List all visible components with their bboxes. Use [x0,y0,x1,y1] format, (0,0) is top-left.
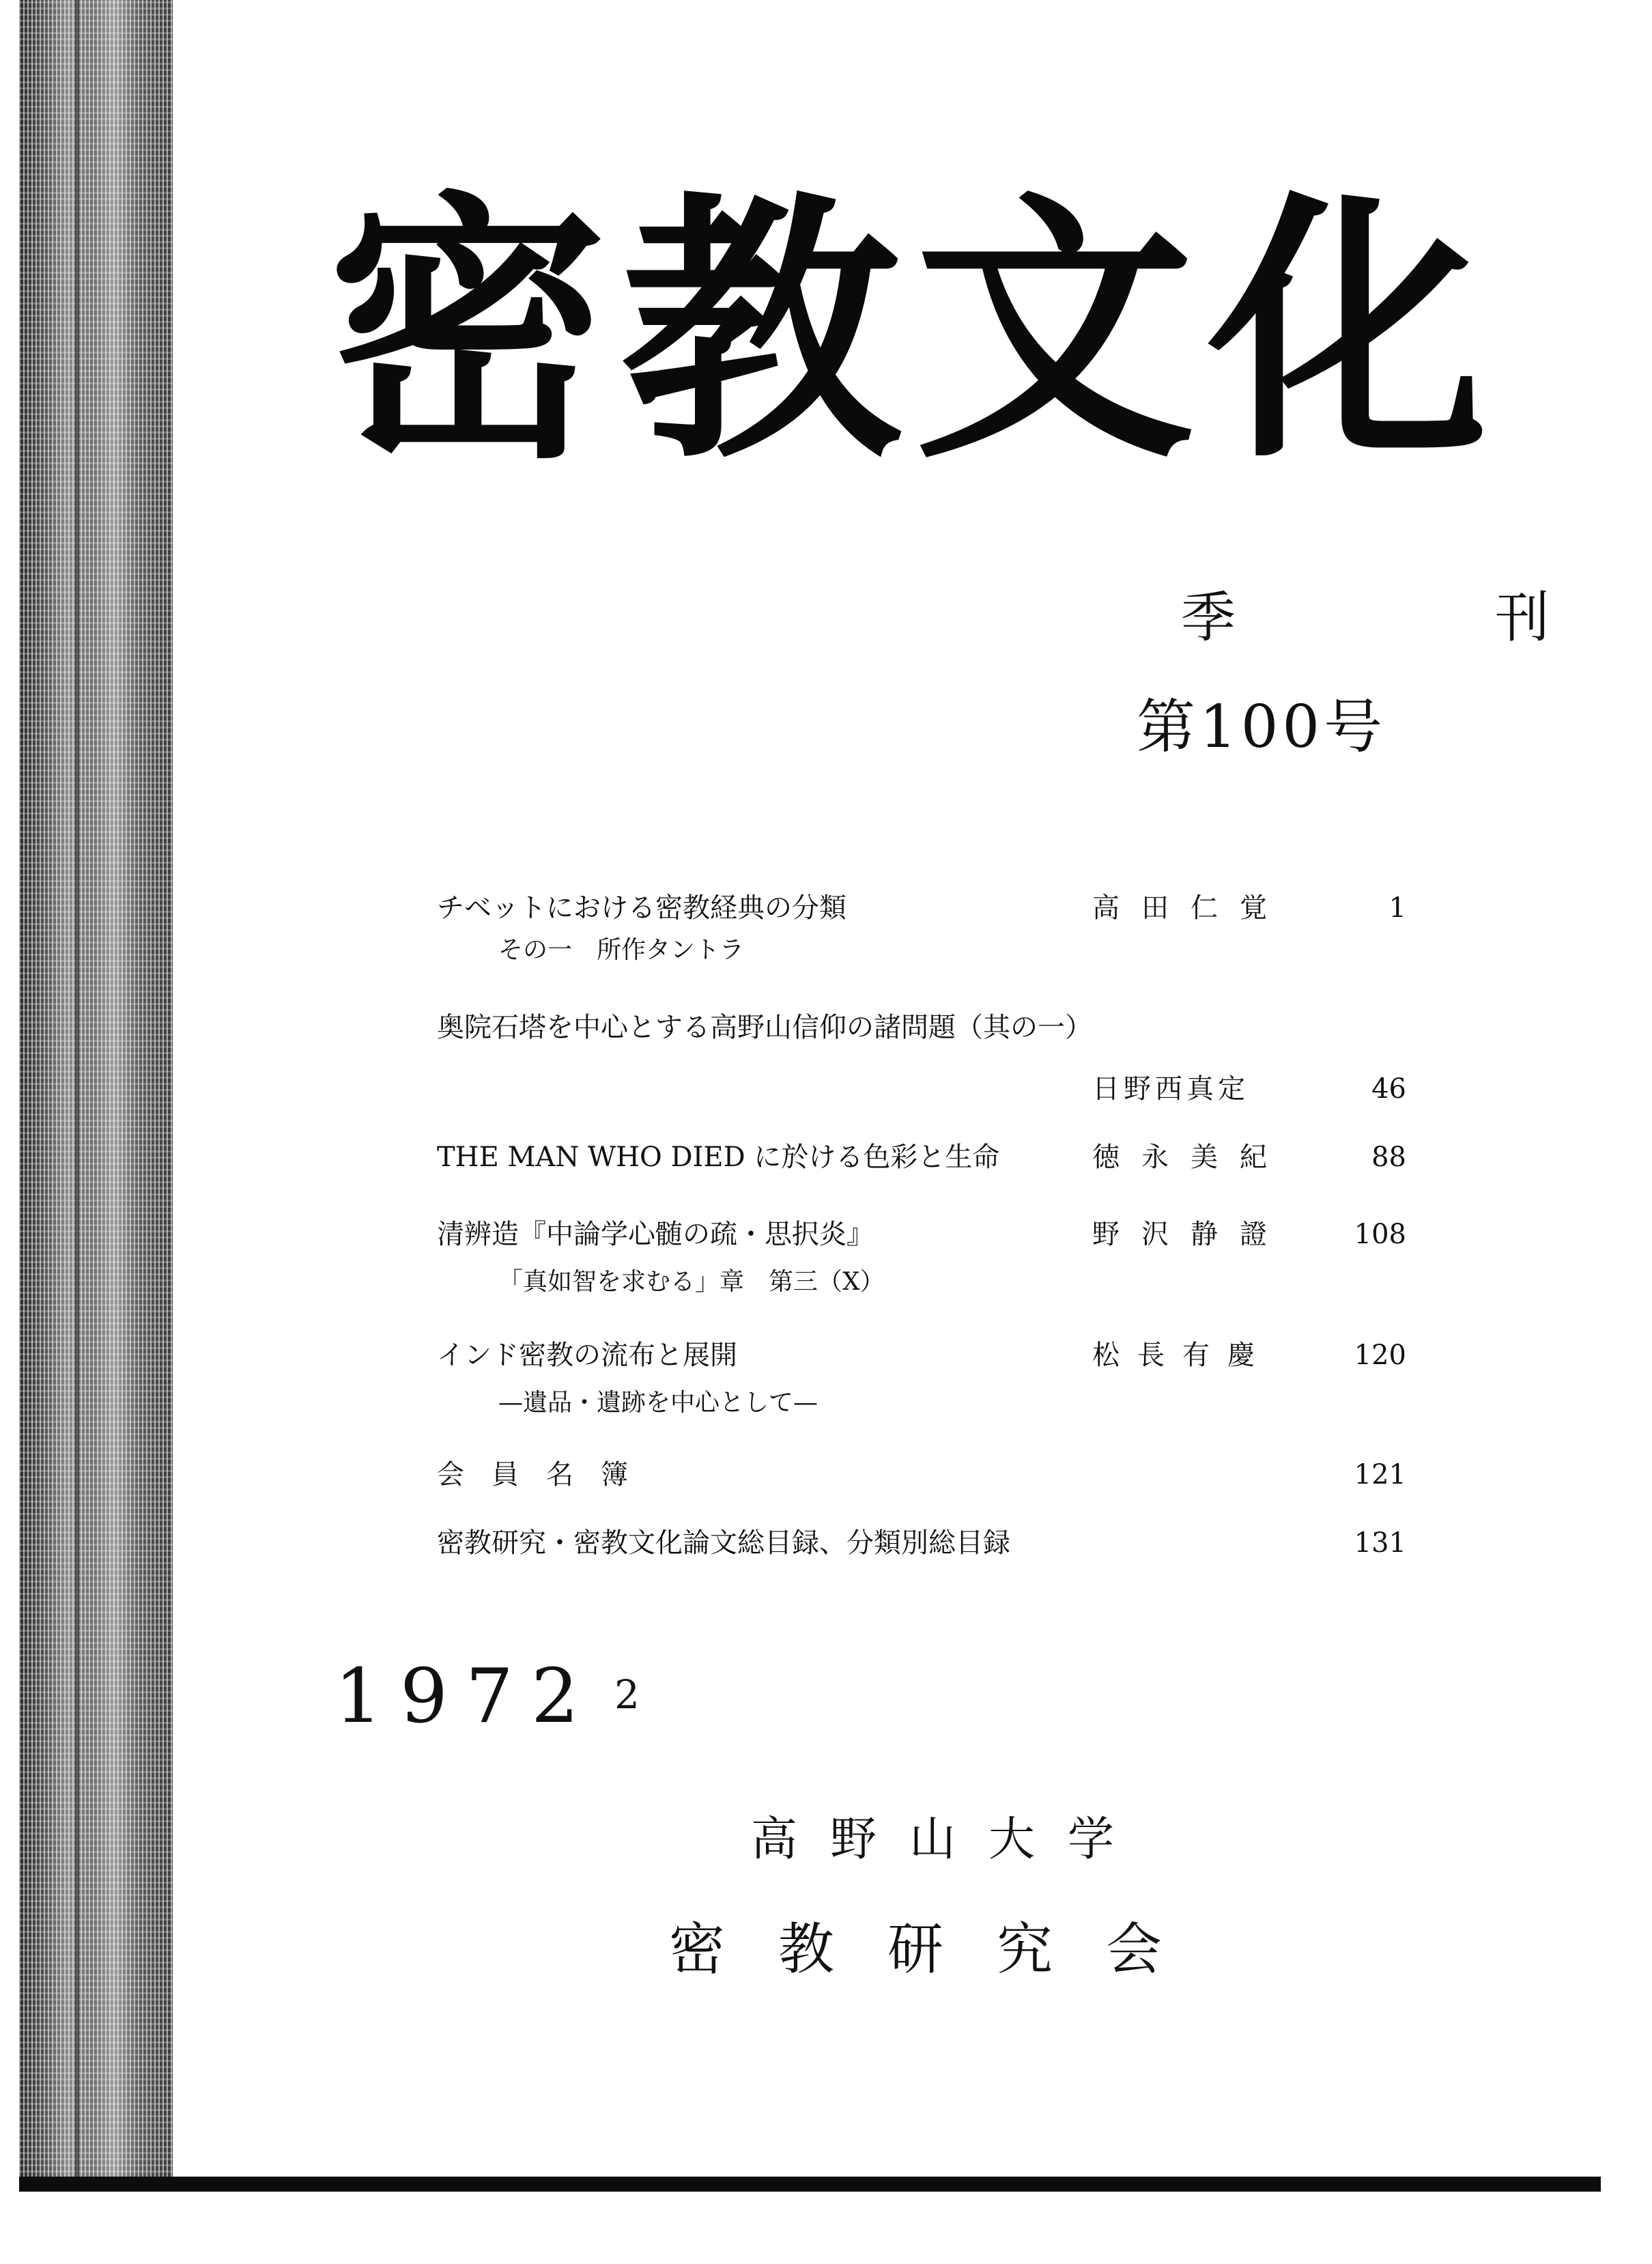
publication-month: 2 [614,1671,640,1718]
toc-title: THE MAN WHO DIED に於ける色彩と生命 [437,1142,1000,1173]
toc-author: 徳永美紀 [1092,1142,1289,1173]
issue-number: 第100号 [1137,693,1387,761]
toc-entry-author-row [437,1069,1406,1109]
toc-entry[interactable] [437,1137,1406,1178]
toc-entry-subtitle-row [437,930,1406,971]
toc-entry[interactable] [437,1214,1406,1255]
toc-title: 奥院石塔を中心とする高野山信仰の諸問題（其の一） [437,1012,1092,1043]
toc-title: 会 員 名 簿 [437,1459,628,1490]
toc-entry[interactable] [437,888,1406,929]
toc-entry[interactable] [437,1335,1406,1376]
toc-title: 清辨造『中論学心髄の疏・思択炎』 [437,1219,874,1250]
publication-frequency: 季 刊 [1181,586,1652,649]
toc-subtitle: その一 所作タントラ [498,936,745,964]
toc-entry[interactable] [437,1007,1406,1048]
publication-year: 1972 [334,1652,597,1740]
publisher-society: 密教研究会 [669,1917,1216,1982]
toc-author: 高田仁覚 [1092,892,1289,924]
toc-title: チベットにおける密教経典の分類 [437,892,846,924]
toc-author: 野沢静證 [1092,1219,1289,1250]
binding-spine [19,0,173,2185]
toc-title: 密教研究・密教文化論文総目録、分類別総目録 [437,1527,1010,1559]
toc-title: インド密教の流布と展開 [437,1340,737,1371]
toc-page: 131 [1354,1527,1406,1559]
toc-author: 松長有慶 [1092,1340,1272,1371]
toc-subtitle: —遺品・遺跡を中心として— [498,1389,818,1417]
toc-page: 46 [1371,1073,1406,1105]
publisher-university: 高野山大学 [751,1813,1148,1867]
page-bottom-edge [19,2177,1601,2192]
toc-author: 日野西真定 [1092,1073,1249,1105]
toc-page: 88 [1371,1142,1406,1173]
journal-title-calligraphy: 密教文化 [328,167,1502,496]
toc-page: 120 [1354,1340,1406,1371]
toc-subtitle: 「真如智を求むる」章 第三（X） [498,1268,885,1296]
toc-page: 121 [1354,1459,1406,1490]
toc-page: 1 [1388,892,1406,924]
toc-entry[interactable] [437,1523,1406,1563]
toc-entry-subtitle-row [437,1262,1406,1303]
toc-page: 108 [1354,1219,1406,1250]
toc-entry[interactable] [437,1454,1406,1495]
spine-edge [75,0,79,2185]
toc-entry-subtitle-row [437,1383,1406,1424]
